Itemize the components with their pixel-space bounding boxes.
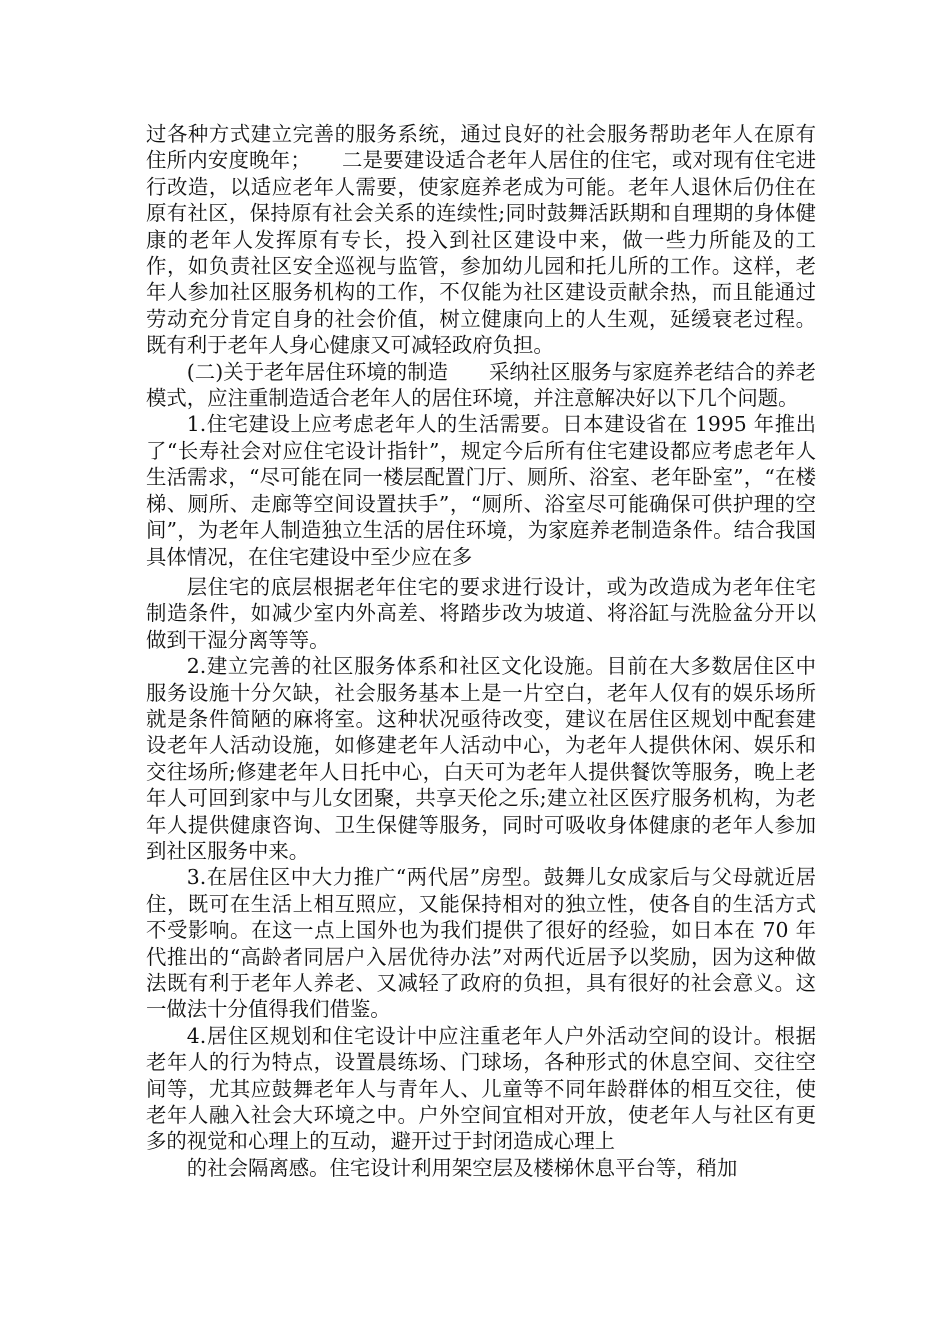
- body-text: [146, 121, 816, 1181]
- paragraph-point-four: 4.居住区规划和住宅设计中应注重老年人户外活动空间的设计。根据老年人的行为特点，设置晨练场、门球场，各种形式的休息空间、交往空间等，尤其应鼓舞老年人与青年人、儿童等不同年龄群体的相互交往，使老年人融入社会大环境之中。户外空间宜相对开放，使老年人与社区有更多的视觉和心理上的互动，避开过于封闭造成心理上: [146, 1023, 816, 1154]
- paragraph-community-service: 过各种方式建立完善的服务系统，通过良好的社会服务帮助老年人在原有住所内安度晚年； 二是要建设适合老年人居住的住宅，或对现有住宅进行改造，以适应老年人需要，使家庭养老成为可能。老年人退休后仍住在原有社区，保持原有社会关系的连续性;同时鼓舞活跃期和自理期的身体健康的老年人发挥原有专长，投入到社区建设中来，做一些力所能及的工作，如负责社区安全巡视与监管，参加幼儿园和托儿所的工作。这样，老年人参加社区服务机构的工作，不仅能为社区建设贡献余热，而且能通过劳动充分肯定自身的社会价值，树立健康向上的人生观，延缓衰老过程。既有利于老年人身心健康又可减轻政府负担。: [146, 122, 816, 358]
- paragraph-point-three: 3.在居住区中大力推广“两代居”房型。鼓舞儿女成家后与父母就近居住，既可在生活上相互照应，又能保持相对的独立性，使各自的生活方式不受影响。在这一点上国外也为我们提供了很好的经验，如日本在 70 年代推出的“高龄者同居户入居优待办法”对两代近居予以奖励，因为这种做法既有利于老年人养老、又减轻了政府的负担，具有很好的社会意义。这一做法十分值得我们借鉴。: [146, 865, 816, 1022]
- paragraph-point-four-continued: 的社会隔离感。住宅设计利用架空层及楼梯休息平台等，稍加: [186, 1155, 738, 1180]
- paragraph-point-two: 2.建立完善的社区服务体系和社区文化设施。目前在大多数居住区中服务设施十分欠缺，社会服务基本上是一片空白，老年人仅有的娱乐场所就是条件简陋的麻将室。这种状况亟待改变，建议在居住区规划中配套建设老年人活动设施，如修建老年人活动中心，为老年人提供休闲、娱乐和交往场所;修建老年人日托中心，白天可为老年人提供餐饮等服务，晚上老年人可回到家中与儿女团聚，共享天伦之乐;建立社区医疗服务机构，为老年人提供健康咨询、卫生保健等服务，同时可吸收身体健康的老年人参加到社区服务中来。: [146, 654, 816, 863]
- paragraph-point-one: 1.住宅建设上应考虑老年人的生活需要。日本建设省在 1995 年推出了“长寿社会对应住宅设计指针”，规定今后所有住宅建设都应考虑老年人生活需求，“尽可能在同一楼层配置门厅、厕所、浴室、老年卧室”，“在楼梯、厕所、走廊等空间设置扶手”，“厕所、浴室尽可能确保可供护理的空间”，为老年人制造独立生活的居住环境，为家庭养老制造条件。结合我国具体情况，在住宅建设中至少应在多: [146, 412, 816, 569]
- paragraph-point-one-continued: 层住宅的底层根据老年住宅的要求进行设计，或为改造成为老年住宅制造条件，如减少室内外高差、将踏步改为坡道、将浴缸与洗脸盆分开以做到干湿分离等等。: [146, 574, 816, 652]
- paragraph-section-two-heading: (二)关于老年居住环境的制造 采纳社区服务与家庭养老结合的养老模式，应注重制造适合老年人的居住环境，并注意解决好以下几个问题。: [146, 359, 816, 411]
